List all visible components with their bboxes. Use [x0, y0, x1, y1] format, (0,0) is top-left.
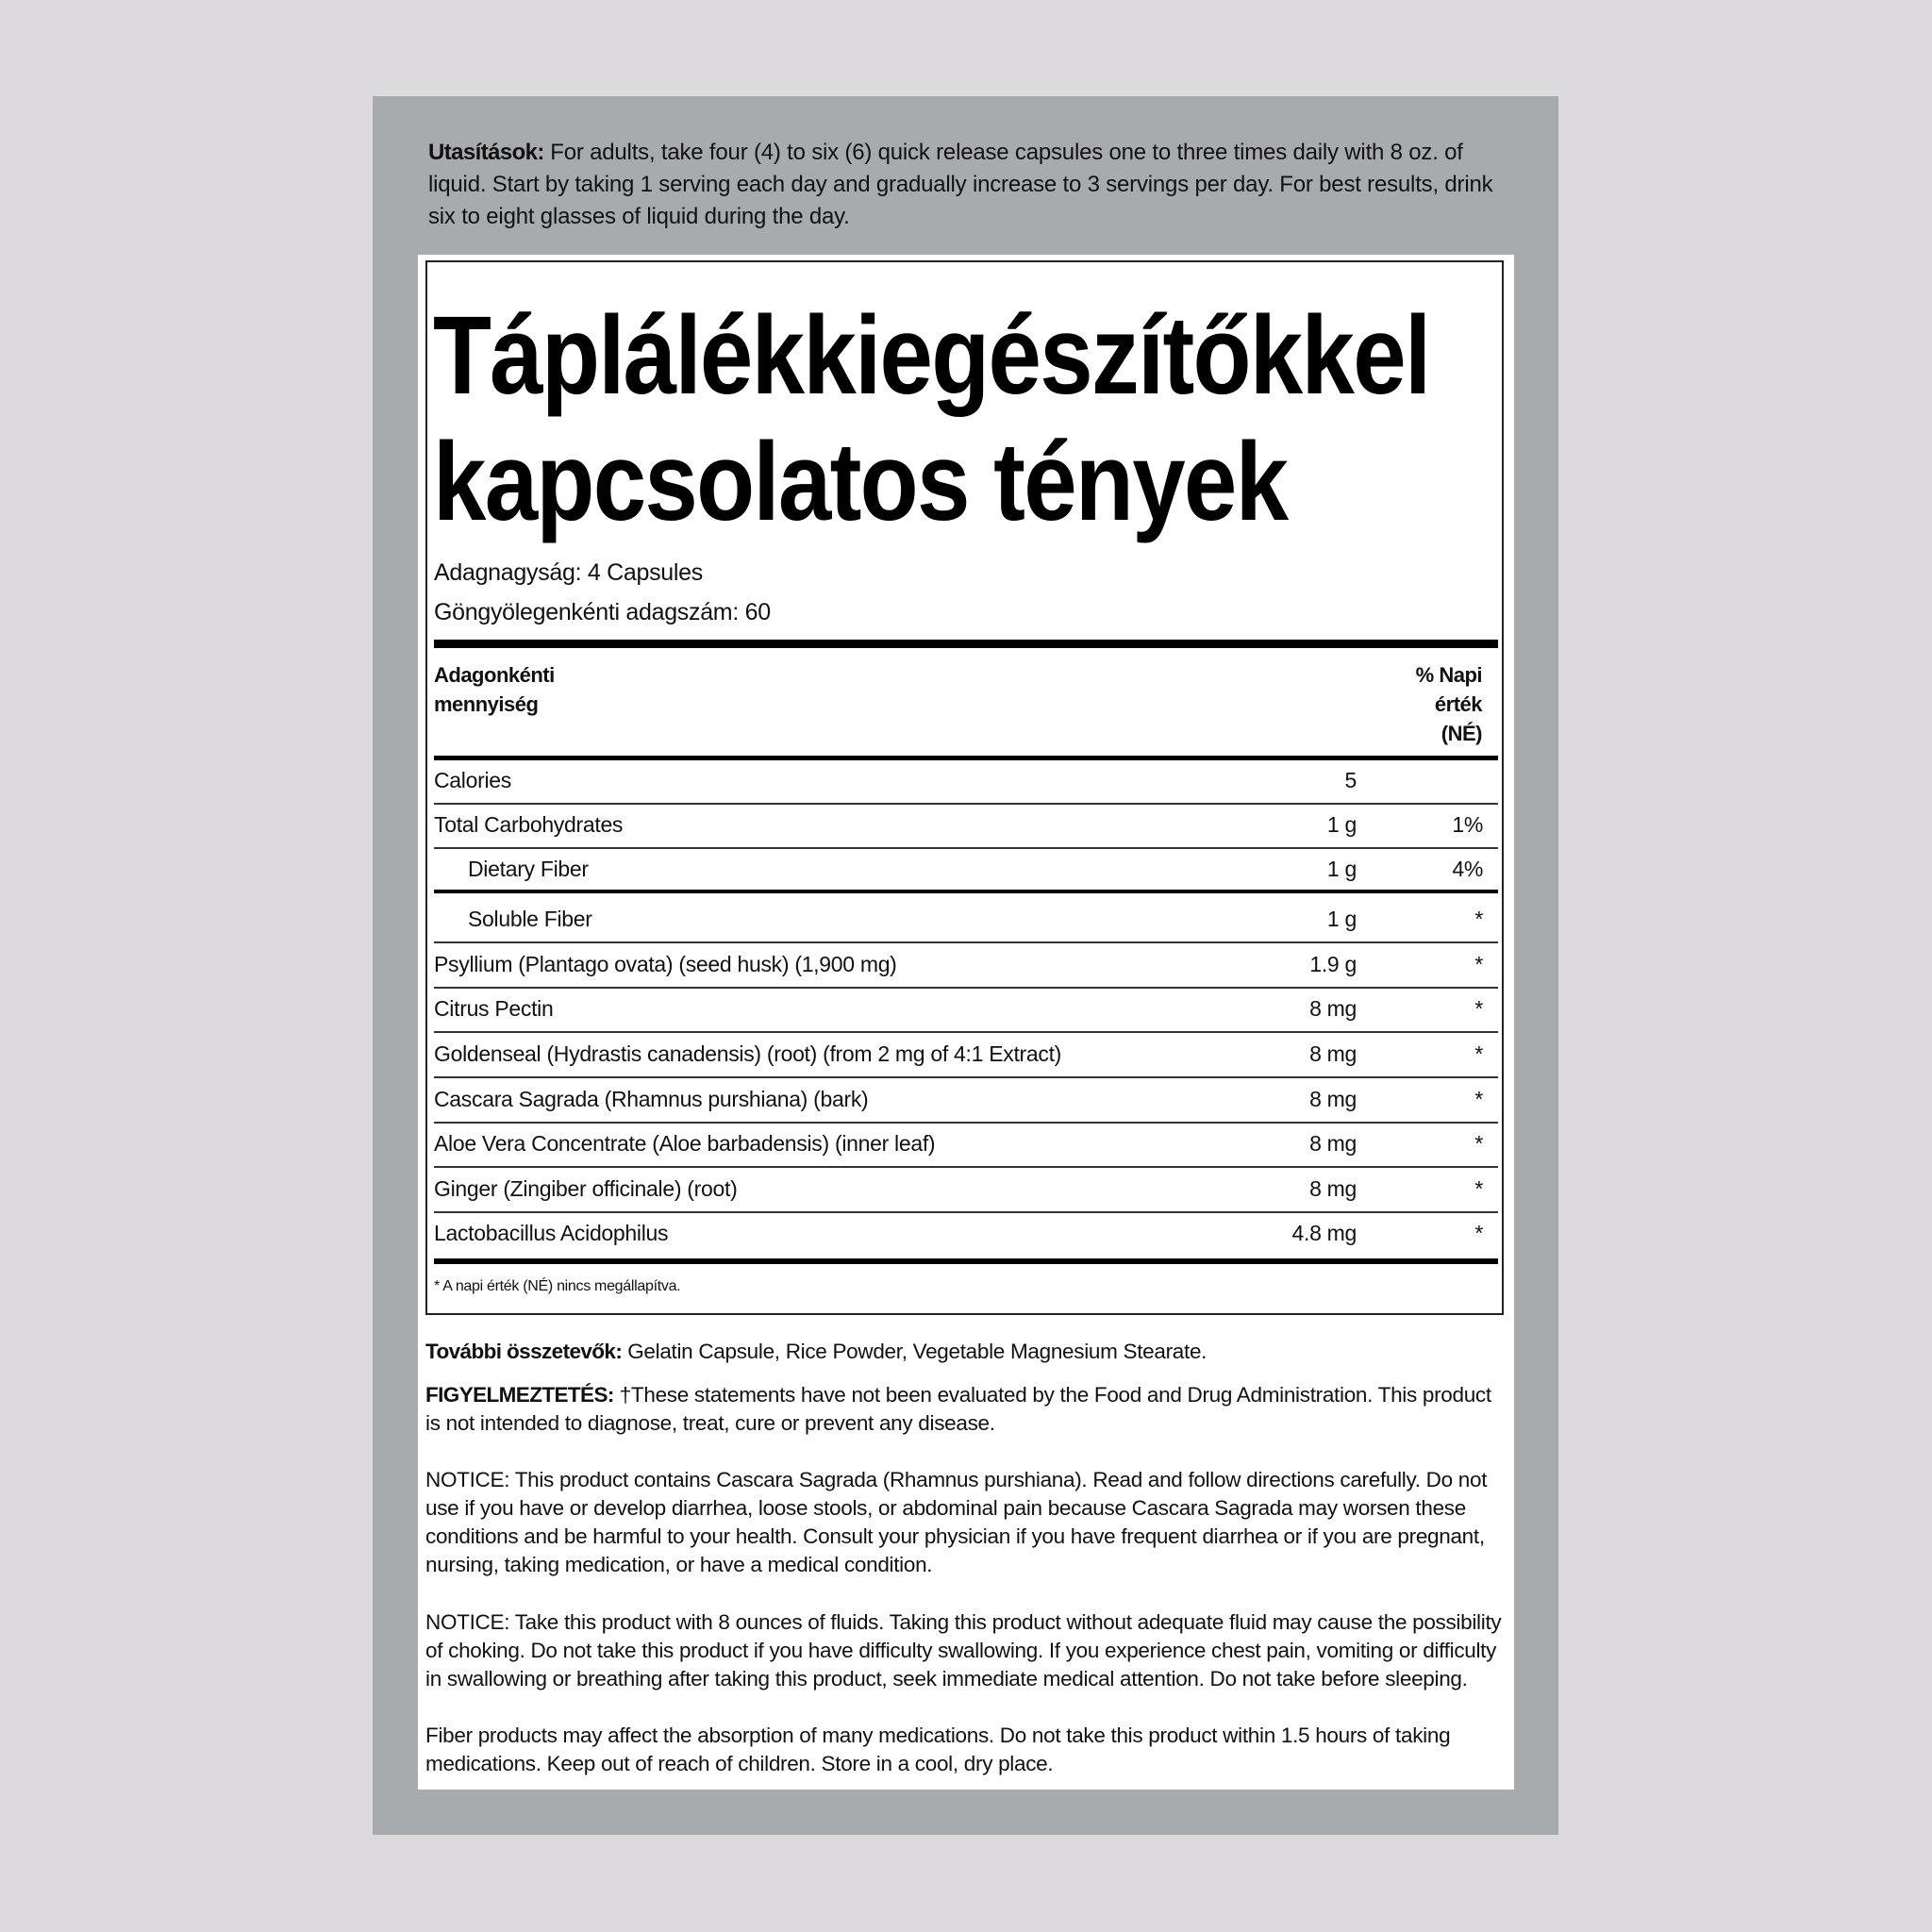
row-name: Calories — [434, 768, 511, 792]
row-amount: 8 mg — [1309, 996, 1357, 1021]
row-name: Cascara Sagrada (Rhamnus purshiana) (bark) — [434, 1087, 869, 1111]
row-name: Goldenseal (Hydrastis canadensis) (root) (from 2 mg of 4:1 Extract) — [434, 1041, 1062, 1066]
table-row — [434, 1034, 1498, 1078]
row-amount: 8 mg — [1309, 1087, 1357, 1111]
amount-header-line1: Adagonkénti — [434, 663, 555, 687]
amount-per-serving-header — [434, 660, 555, 719]
row-name: Soluble Fiber — [468, 907, 592, 931]
table-row — [434, 760, 1498, 805]
row-name: Psyllium (Plantago ovata) (seed husk) (1,900 mg) — [434, 952, 897, 976]
row-dv: * — [1474, 907, 1483, 931]
dv-header-line3: (NÉ) — [1441, 722, 1482, 745]
row-amount: 4.8 mg — [1291, 1221, 1357, 1245]
facts-footnote: * A napi érték (NÉ) nincs megállapítva. — [434, 1278, 681, 1294]
row-dv: 4% — [1452, 857, 1483, 881]
row-amount: 8 mg — [1309, 1131, 1357, 1156]
table-row — [434, 1124, 1498, 1168]
row-dv: * — [1474, 952, 1483, 976]
facts-title-line1: Táplálékkiegészítőkkel — [433, 293, 1430, 418]
notice-fluids: NOTICE: Take this product with 8 ounces of fluids. Taking this product without adequate fluid may cause the possibility of choking. Do not take this product if you have difficulty swallowing. If you experience chest pain, vomiting or difficulty in swallowing or breathing after taking this product, seek immediate medical attention. Do not take before sleeping. — [425, 1610, 1502, 1690]
other-ingredients — [425, 1338, 1510, 1366]
table-row — [434, 944, 1498, 989]
dv-header-line2: érték — [1434, 692, 1482, 716]
row-dv: 1% — [1452, 812, 1483, 837]
table-row — [434, 899, 1498, 943]
row-amount: 1 g — [1326, 857, 1357, 881]
directions-body: For adults, take four (4) to six (6) quick release capsules one to three times daily with 8 oz. of liquid. Start by taking 1 serving each day and gradually increase to 3 servings per day. For best results, drink six to eight glasses of liquid during the day. — [428, 140, 1493, 229]
table-row — [434, 849, 1498, 893]
row-dv: * — [1474, 1221, 1483, 1245]
directions-text — [428, 137, 1504, 233]
facts-title-line2: kapcsolatos tények — [433, 420, 1288, 544]
row-name: Total Carbohydrates — [434, 812, 624, 837]
table-row — [434, 1213, 1498, 1257]
row-dv: * — [1474, 1131, 1483, 1156]
row-amount: 1.9 g — [1309, 952, 1357, 976]
notice-cascara: NOTICE: This product contains Cascara Sagrada (Rhamnus purshiana). Read and follow directions carefully. Do not use if you have or develop diarrhea, loose stools, or abdominal pain because Cascara Sagrada may worsen these conditions and be harmful to your health. Consult your physician if you have frequent diarrhea or if you are pregnant, nursing, taking medication, or have a medical condition. — [425, 1468, 1488, 1576]
row-dv: * — [1474, 1041, 1483, 1066]
row-name: Citrus Pectin — [434, 996, 554, 1021]
directions-label: Utasítások: — [428, 140, 544, 165]
row-dv: * — [1474, 1176, 1483, 1201]
daily-value-header — [1416, 660, 1482, 748]
row-amount: 8 mg — [1309, 1041, 1357, 1066]
table-row — [434, 805, 1498, 849]
row-name: Dietary Fiber — [468, 857, 589, 881]
row-amount: 5 — [1344, 768, 1357, 792]
other-ingredients-text: Gelatin Capsule, Rice Powder, Vegetable Magnesium Stearate. — [622, 1340, 1208, 1363]
thick-divider-top — [434, 640, 1498, 648]
row-amount: 8 mg — [1309, 1176, 1357, 1201]
row-dv: * — [1474, 996, 1483, 1021]
row-amount: 1 g — [1326, 812, 1357, 837]
table-row — [434, 1079, 1498, 1124]
row-name: Lactobacillus Acidophilus — [434, 1221, 669, 1245]
table-row — [434, 1169, 1498, 1213]
row-dv: * — [1474, 1087, 1483, 1111]
thick-divider-bottom — [434, 1258, 1498, 1264]
amount-header-line2: mennyiség — [434, 692, 539, 716]
warning-label: FIGYELMEZTETÉS: — [425, 1383, 614, 1407]
warning-text — [425, 1381, 1510, 1438]
table-row — [434, 989, 1498, 1033]
facts-title — [433, 292, 1430, 545]
warning-body: †These statements have not been evaluated by the Food and Drug Administration. This product is not intended to diagnose, treat, cure or prevent any disease. — [425, 1383, 1491, 1435]
serving-size: Adagnagyság: 4 Capsules — [434, 559, 703, 586]
row-name: Ginger (Zingiber officinale) (root) — [434, 1176, 738, 1201]
other-ingredients-label: További összetevők: — [425, 1340, 623, 1363]
row-amount: 1 g — [1326, 907, 1357, 931]
servings-per-container: Göngyölegenkénti adagszám: 60 — [434, 599, 771, 625]
row-name: Aloe Vera Concentrate (Aloe barbadensis) (inner leaf) — [434, 1131, 936, 1156]
dv-header-line1: % Napi — [1415, 663, 1482, 687]
fiber-notice: Fiber products may affect the absorption of many medications. Do not take this product within 1.5 hours of taking medications. Keep out of reach of children. Store in a cool, dry place. — [425, 1724, 1451, 1775]
